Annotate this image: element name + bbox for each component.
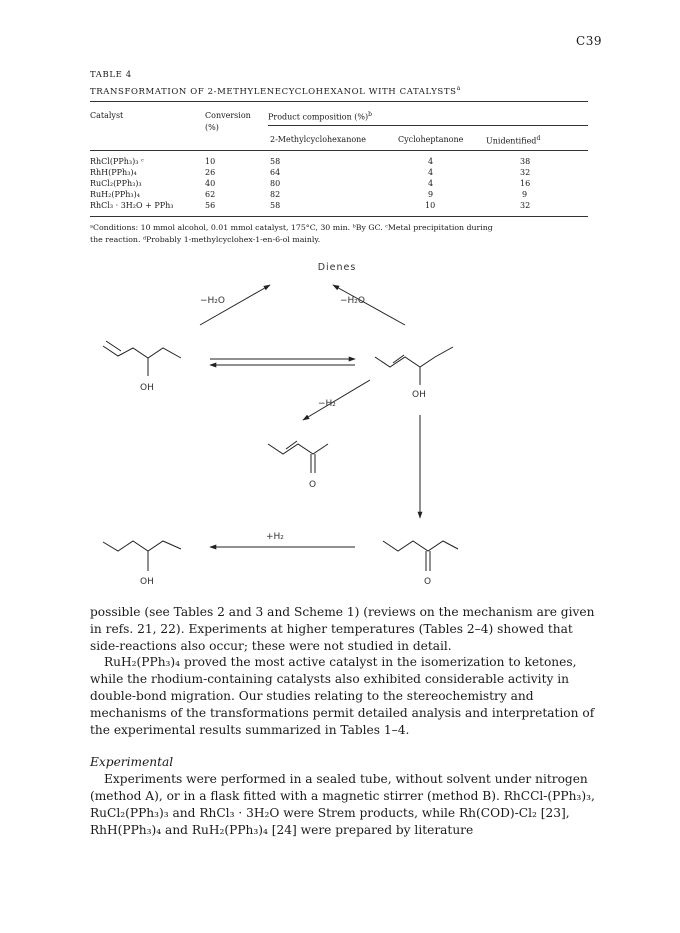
methylcyclohexanone-structure <box>383 541 458 551</box>
row1-product3: 38 <box>520 157 531 166</box>
header-sub-unidentified-text: Unidentified <box>486 136 537 146</box>
methylenecyclohexanol-structure <box>103 346 181 358</box>
row5-product3: 32 <box>520 201 531 210</box>
table-title-note: a <box>456 85 461 92</box>
row3-product3: 16 <box>520 179 531 188</box>
oh-label-bottom: OH <box>140 577 154 587</box>
row5-product1: 58 <box>270 201 281 210</box>
header-sub-unidentified-note: d <box>536 135 541 142</box>
row3-product1: 80 <box>270 179 281 188</box>
page-number: C39 <box>576 34 602 48</box>
row5-catalyst: RhCl₃ · 3H₂O + PPh₃ <box>90 201 174 210</box>
allylic-alcohol-structure <box>375 347 453 367</box>
row2-catalyst: RhH(PPh₃)₄ <box>90 168 137 177</box>
row5-conversion: 56 <box>205 201 216 210</box>
row3-catalyst: RuCl₂(PPh₃)₃ <box>90 179 142 188</box>
plus-h2-label: +H₂ <box>266 532 284 542</box>
table-footnote-line2: the reaction. ᵈProbably 1-methylcyclohex-1-en-6-ol mainly. <box>90 235 321 244</box>
minus-h2-label: −H₂ <box>318 399 336 409</box>
table-header-rule <box>90 150 588 151</box>
row5-product2: 10 <box>425 201 436 210</box>
dienes-label: Dienes <box>317 262 357 273</box>
row2-product3: 32 <box>520 168 531 177</box>
o-label-enone: O <box>309 480 317 490</box>
row3-product2: 4 <box>428 179 434 188</box>
table-footnote-line1: ᵃConditions: 10 mmol alcohol, 0.01 mmol catalyst, 175°C, 30 min. ᵇBy GC. ᶜMetal precipitation during <box>90 223 493 232</box>
table-label: TABLE 4 <box>90 70 132 80</box>
paragraph-3: Experiments were performed in a sealed tube, without solvent under nitrogen (method A), or in a flask fitted with a magnetic stirrer (method B). RhCCl-(PPh₃)₃, RuCl₂(PPh₃)₃ and RhCl₃ · 3H₂O were Strem products, while Rh(COD)-Cl₂ [23], RhH(PPh₃)₄ and RuH₂(PPh₃)₄ [24] were prepared by literature <box>90 772 595 837</box>
paragraph-2: RuH₂(PPh₃)₄ proved the most active catalyst in the isomerization to ketones, while the rhodium-containing catalysts also exhibited considerable activity in double-bond migration. Our studies relating to the stereochemistry and mechanisms of the transformations permit detailed analysis and interpretation of the experimental results summarized in Tables 1–4. <box>90 655 595 737</box>
header-sub-unidentified <box>486 135 540 146</box>
reaction-scheme <box>0 250 680 595</box>
minus-h2o-left-label: −H₂O <box>200 296 226 306</box>
header-product-text: Product composition (%) <box>268 112 369 122</box>
row4-product3: 9 <box>522 190 528 199</box>
arrow-dehydrogenation <box>303 380 370 420</box>
header-sub-methylcyclohexanone: 2-Methylcyclohexanone <box>270 135 367 144</box>
row1-product2: 4 <box>428 157 434 166</box>
body-text <box>90 604 600 838</box>
row4-catalyst: RuH₂(PPh₃)₄ <box>90 190 140 199</box>
o-label-ketone: O <box>424 577 432 587</box>
row3-conversion: 40 <box>205 179 216 188</box>
header-product <box>268 111 372 122</box>
row1-catalyst: RhCl(PPh₃)₃ ᶜ <box>90 157 144 166</box>
header-catalyst: Catalyst <box>90 111 124 120</box>
row1-conversion: 10 <box>205 157 216 166</box>
enone-structure <box>268 444 328 454</box>
oh-label-left: OH <box>140 383 154 393</box>
minus-h2o-right-label: −H₂O <box>340 296 366 306</box>
header-conversion: Conversion <box>205 111 251 120</box>
header-sub-cycloheptanone: Cycloheptanone <box>398 135 464 144</box>
row4-product1: 82 <box>270 190 281 199</box>
header-product-note: b <box>368 111 372 118</box>
table-title-text: TRANSFORMATION OF 2-METHYLENECYCLOHEXANOL WITH CATALYSTS <box>90 86 457 97</box>
row4-conversion: 62 <box>205 190 216 199</box>
row1-product1: 58 <box>270 157 281 166</box>
section-heading: Experimental <box>90 755 174 770</box>
methylcyclohexanol-structure <box>103 541 181 551</box>
row4-product2: 9 <box>428 190 434 199</box>
oh-label-right: OH <box>412 390 426 400</box>
table-top-rule <box>90 101 588 102</box>
row2-product2: 4 <box>428 168 434 177</box>
paragraph-1: possible (see Tables 2 and 3 and Scheme 1) (reviews on the mechanism are given in refs. 21, 22). Experiments at higher temperatures (Tables 2–4) showed that side-reactions also occur; these were not studied in detail. <box>90 605 595 653</box>
header-conversion-unit: (%) <box>205 123 219 132</box>
row2-conversion: 26 <box>205 168 216 177</box>
table-title <box>90 85 461 97</box>
row2-product1: 64 <box>270 168 281 177</box>
product-rule <box>268 125 588 126</box>
table-bottom-rule <box>90 216 588 217</box>
